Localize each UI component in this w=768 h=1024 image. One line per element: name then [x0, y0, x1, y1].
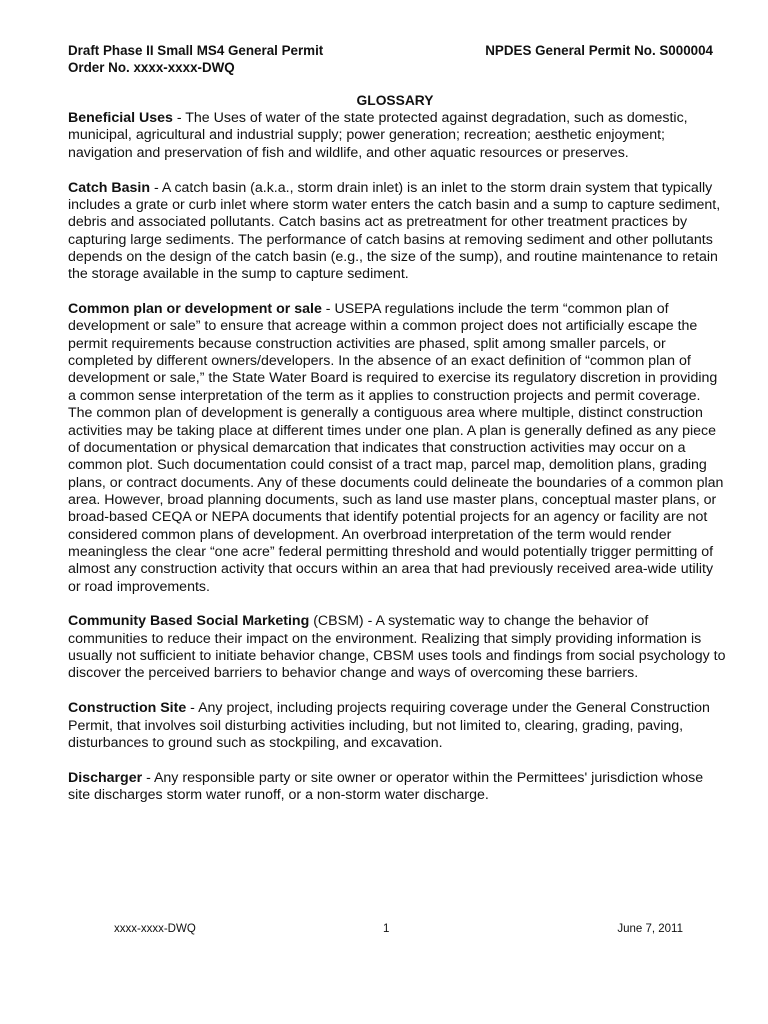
glossary-definition: Any project, including projects requiring coverage under the General Construction Permit, that involves soil disturbing activities including, but not limited to, clearing, grading, paving, disturbances to ground such as stockpiling, and excavation. [68, 700, 710, 751]
glossary-entry [68, 301, 728, 596]
glossary-term: Catch Basin [68, 179, 150, 196]
glossary-title: GLOSSARY [356, 93, 434, 108]
glossary-entry [68, 770, 728, 805]
footer-order-number: xxxx-xxxx-DWQ [114, 923, 196, 935]
glossary-separator: - [142, 769, 154, 786]
header-order-number: Order No. xxxx-xxxx-DWQ [68, 60, 235, 75]
glossary-definition: A systematic way to change the behavior of communities to reduce their impact on the environment. Realizing that simply providing information is usually not sufficient to initiate behavior change, CBSM uses tools and findings from social psychology to discover the perceived barriers to behavior change and ways of overcoming these barriers. [68, 613, 726, 682]
glossary-separator: - [172, 110, 186, 126]
page-header [68, 42, 713, 76]
glossary-definition: Any responsible party or site owner or operator within the Permittees' jurisdiction whose site discharges storm water runoff, or a non-storm water discharge. [68, 769, 704, 804]
glossary-term-paren: (CBSM) [309, 613, 364, 630]
glossary-term: Community Based Social Marketing [68, 613, 310, 630]
footer-date: June 7, 2011 [617, 923, 683, 935]
glossary-entry [68, 110, 728, 162]
page-number: 1 [383, 923, 390, 935]
glossary-separator: - [186, 700, 199, 717]
glossary-definition: USEPA regulations include the term “common plan of development or sale” to ensure that acreage within a common project does not artificially escape the permit requirements because construction activities are phased, split among smaller parcels, or completed by different owners/developers. In the absence of an exact definition of “common plan of development or sale,” the State Water Board is required to exercise its regulatory discretion in providing a common sense interpretation of the term as it applies to construction projects and permit coverage. The common plan of development is generally a contiguous area where multiple, distinct construction activities may be taking place at different times under one plan. A plan is generally defined as any piece of documentation or physical demarcation that indicates that construction activities may occur on a common plot. Such documentation could consist of a tract map, parcel map, demolition plans, grading plans, or contract documents. Any of these documents could delineate the boundaries of a common plan area. However, broad planning documents, such as land use master plans, conceptual master plans, or broad-based CEQA or NEPA documents that identify potential projects for an agency or facility are not considered common plans of development. An overbroad interpretation of the term would render meaningless the clear “one acre” federal permitting threshold and would potentially trigger permitting of almost any construction activity that occurs within an area that had previously received area-wide utility or road improvements. [68, 301, 724, 595]
glossary-entry [68, 700, 728, 752]
glossary-term: Beneficial Uses [68, 110, 173, 126]
glossary-definition: The Uses of water of the state protected against degradation, such as domestic, municipal, agricultural and industrial supply; power generation; recreation; aesthetic enjoyment; navigation and preservation of fish and wildlife, and other aquatic resources or preserves. [68, 110, 688, 161]
glossary-entry [68, 613, 728, 682]
header-permit-title: Draft Phase II Small MS4 General Permit [68, 43, 324, 58]
glossary-separator: - [363, 613, 376, 630]
glossary-term: Common plan or development or sale [68, 301, 322, 318]
glossary-entry [68, 180, 728, 284]
glossary-separator: - [321, 301, 335, 318]
glossary-separator: - [150, 179, 162, 196]
glossary-term: Construction Site [68, 700, 187, 717]
glossary-definition: A catch basin (a.k.a., storm drain inlet) is an inlet to the storm drain system that typically includes a grate or curb inlet where storm water enters the catch basin and a sump to capture sediment, debris and associated pollutants. Catch basins act as pretreatment for other treatment practices by capturing large sediments. The performance of catch basins at removing sediment and other pollutants depends on the design of the catch basin (e.g., the size of the sump), and routine maintenance to retain the storage available in the sump to capture sediment. [68, 179, 721, 283]
header-row [68, 42, 713, 59]
glossary-entries [68, 110, 728, 822]
page-footer [0, 923, 768, 939]
glossary-term: Discharger [68, 769, 143, 786]
header-permit-number: NPDES General Permit No. S000004 [485, 43, 713, 58]
